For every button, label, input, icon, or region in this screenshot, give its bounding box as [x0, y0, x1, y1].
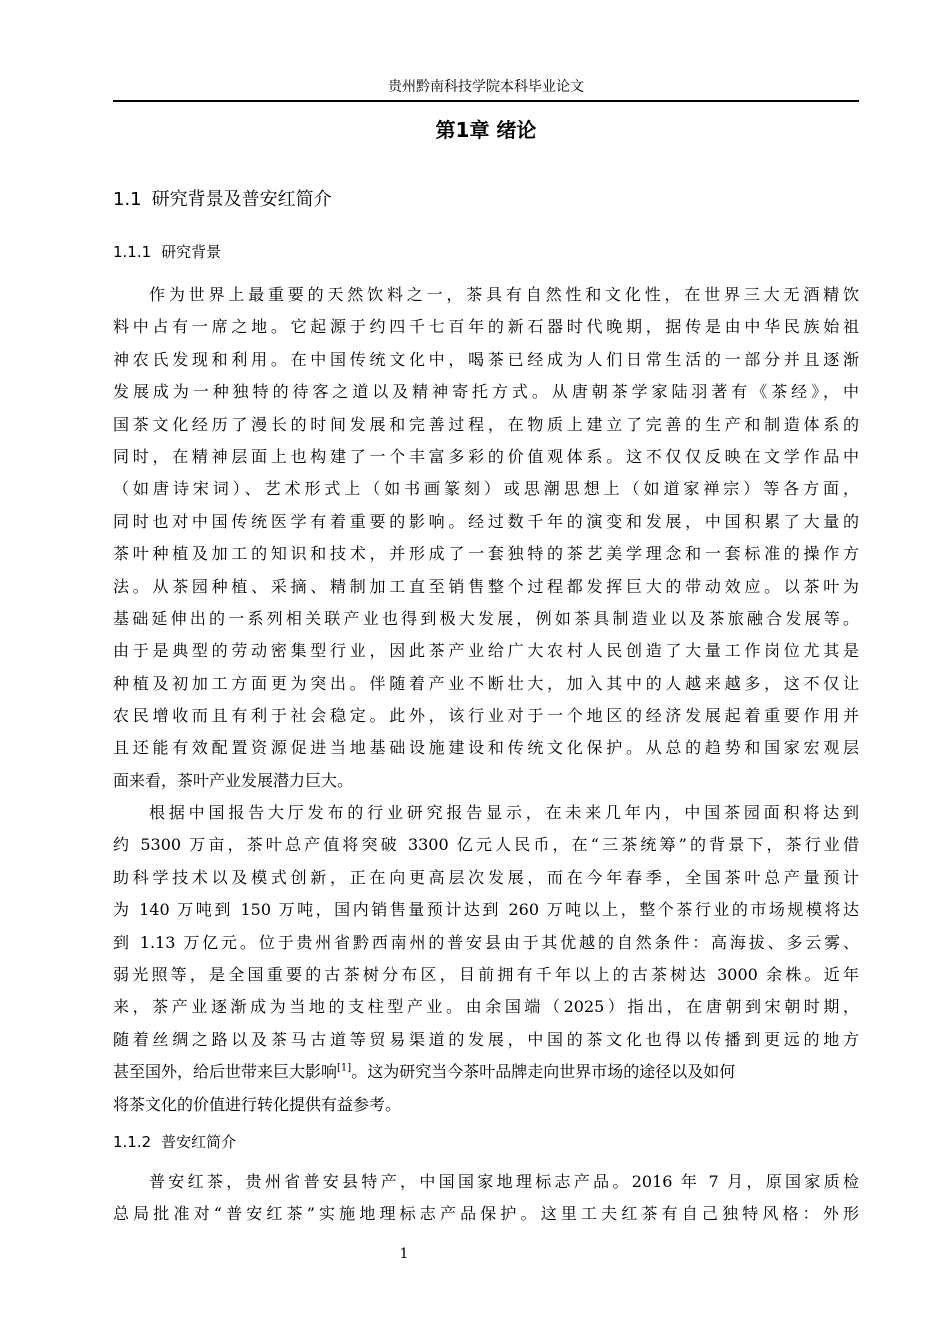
paragraph-line-with-citation — [113, 1056, 859, 1088]
section-number: 1.1 — [113, 189, 142, 210]
paragraph-industry-report — [113, 797, 859, 1121]
section-title: 研究背景及普安红简介 — [151, 189, 332, 210]
paragraph-line: 面来看，茶叶产业发展潜力巨大。 — [113, 770, 354, 790]
paragraph-line: 到 1.13 万亿元。位于贵州省黔西南州的普安县由于其优越的自然条件：高海拔、多云雾、 — [113, 932, 859, 952]
citation-reference[interactable]: [1] — [337, 1062, 352, 1074]
subsection-title: 普安红简介 — [161, 1133, 237, 1151]
subsection-number: 1.1.2 — [113, 1133, 152, 1151]
section-heading-1-1 — [113, 187, 859, 213]
subsection-heading-1-1-1 — [113, 241, 859, 263]
subsection-title: 研究背景 — [161, 243, 222, 261]
running-header: 贵州黔南科技学院本科毕业论文 — [388, 79, 584, 95]
paragraph-line: 由于是典型的劳动密集型行业，因此茶产业给广大农村人民创造了大量工作岗位尤其是 — [113, 641, 859, 661]
line-text: 。这为研究当今茶叶品牌走向世界市场的途径以及如何 — [351, 1062, 736, 1082]
paragraph-puan-red-intro — [113, 1166, 859, 1231]
paragraph-line: 为 140 万吨到 150 万吨，国内销售量预计达到 260 万吨以上，整个茶行业的市场规模将达 — [113, 900, 859, 920]
paragraph-line: 来，茶产业逐渐成为当地的支柱型产业。由余国端（2025）指出，在唐朝到宋朝时期， — [113, 997, 859, 1017]
subsection-number: 1.1.1 — [113, 243, 152, 261]
paragraph-line: 同时，在精神层面上也构建了一个丰富多彩的价值观体系。这不仅仅反映在文学作品中 — [113, 446, 859, 466]
chapter-title: 第1章 绪论 — [435, 118, 537, 142]
paragraph-line: 将茶文化的价值进行转化提供有益参考。 — [113, 1094, 402, 1114]
paragraph-line: （如唐诗宋词）、艺术形式上（如书画篆刻）或思潮思想上（如道家禅宗）等各方面， — [113, 479, 859, 499]
paragraph-line: 总局批准对“普安红茶”实施地理标志产品保护。这里工夫红茶有自己独特风格：外形 — [113, 1204, 859, 1224]
paragraph-line: 同时也对中国传统医学有着重要的影响。经过数千年的演变和发展，中国积累了大量的 — [113, 511, 859, 531]
line-text: 甚至国外，给后世带来巨大影响 — [113, 1062, 338, 1082]
paragraph-line: 约 5300 万亩，茶叶总产值将突破 3300 亿元人民币，在“三茶统筹”的背景下，茶行业借 — [113, 835, 859, 855]
paragraph-line: 国茶文化经历了漫长的时间发展和完善过程，在物质上建立了完善的生产和制造体系的 — [113, 414, 859, 434]
paragraph-line: 料中占有一席之地。它起源于约四千七百年的新石器时代晚期，据传是由中华民族始祖 — [113, 317, 859, 337]
paragraph-line: 法。从茶园种植、采摘、精制加工直至销售整个过程都发挥巨大的带动效应。以茶叶为 — [113, 576, 859, 596]
subsection-heading-1-1-2 — [113, 1131, 859, 1153]
paragraph-line: 助科学技术以及模式创新，正在向更高层次发展，而在今年春季，全国茶叶总产量预计 — [113, 867, 859, 887]
paragraph-line: 茶叶种植及加工的知识和技术，并形成了一套独特的茶艺美学理念和一套标准的操作方 — [113, 544, 859, 564]
paragraph-line: 神农氏发现和利用。在中国传统文化中，喝茶已经成为人们日常生活的一部分并且逐渐 — [113, 349, 859, 369]
paragraph-line: 发展成为一种独特的待客之道以及精神寄托方式。从唐朝茶学家陆羽著有《茶经》，中 — [113, 382, 859, 402]
paragraph-line: 且还能有效配置资源促进当地基础设施建设和传统文化保护。从总的趋势和国家宏观层 — [113, 738, 859, 758]
paragraph-line: 弱光照等，是全国重要的古茶树分布区，目前拥有千年以上的古茶树达 3000 余株。近年 — [113, 964, 859, 984]
paragraph-line: 种植及初加工方面更为突出。伴随着产业不断壮大，加入其中的人越来越多，这不仅让 — [113, 673, 859, 693]
paragraph-research-background — [113, 279, 859, 797]
header-rule — [113, 100, 859, 102]
paragraph-line: 作为世界上最重要的天然饮料之一，茶具有自然性和文化性，在世界三大无酒精饮 — [149, 285, 859, 304]
paragraph-line: 随着丝绸之路以及茶马古道等贸易渠道的发展，中国的茶文化也得以传播到更远的地方 — [113, 1029, 859, 1049]
paragraph-line: 基础延伸出的一系列相关联产业也得到极大发展，例如茶具制造业以及茶旅融合发展等。 — [113, 608, 859, 628]
paragraph-line: 根据中国报告大厅发布的行业研究报告显示，在未来几年内，中国茶园面积将达到 — [149, 803, 859, 822]
paragraph-line: 农民增收而且有利于社会稳定。此外，该行业对于一个地区的经济发展起着重要作用并 — [113, 706, 859, 726]
paragraph-line: 普安红茶，贵州省普安县特产，中国国家地理标志产品。2016 年 7 月，原国家质检 — [149, 1172, 859, 1191]
page-number: 1 — [399, 1246, 409, 1262]
